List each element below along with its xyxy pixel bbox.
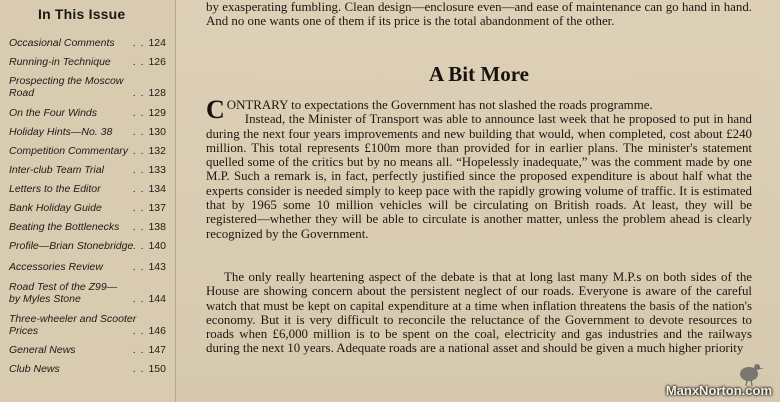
toc-label: Letters to the Editor — [9, 183, 101, 195]
toc-label: Inter-club Team Trial — [9, 164, 104, 176]
toc-page: . . 150 — [133, 363, 166, 375]
toc-page: . . 147 — [133, 344, 166, 356]
body-paragraph: Instead, the Minister of Transport was able to announce last week that he proposed to put in hand during the next four years improvements and new building that would, when completed, cost about £240 million. This total represents £100m more than provided for in earlier plans. The minister's statement quelled some of the critics but by no means all. “Hopelessly inadequate,” was the comment made by one M.P. Such a remark is, in fact, perfectly justified since the proposed expenditure is about half what the experts consider is needed simply to keep pace with the rapidly growing volume of traffic. It is estimated that by 1965 some 10 million vehicles will be circulating on British roads. At least, they will be registered—whether they will be able to circulate is another matter, unless the problem ahead is clearly recognized by the Government. — [206, 112, 752, 241]
toc-item — [9, 363, 172, 375]
toc-page: . . 130 — [133, 126, 166, 138]
toc-page: . . 138 — [133, 221, 166, 233]
toc-item — [9, 75, 172, 99]
toc-item — [9, 37, 172, 49]
toc-label: Beating the Bottlenecks — [9, 221, 120, 233]
article-body-second — [206, 270, 752, 356]
watermark-text: ManxNorton.com — [665, 383, 772, 398]
toc-page: . . 124 — [133, 37, 166, 49]
sidebar-title: In This Issue — [38, 6, 126, 22]
toc-label: On the Four Winds — [9, 107, 98, 119]
toc-item — [9, 202, 172, 214]
toc-item — [9, 281, 172, 305]
opening-paragraph — [206, 95, 752, 124]
article-headline: A Bit More — [429, 62, 529, 86]
toc-page: . . 129 — [133, 107, 166, 119]
toc-label: Prospecting the Moscow Road — [9, 75, 124, 99]
article-body-first — [206, 95, 752, 241]
toc-label: Competition Commentary — [9, 145, 129, 157]
lead-paragraph: by exasperating fumbling. Clean design—enclosure even—and ease of maintenance can go hand in hand. And no one wants one of them if its price is the total abandonment of the other. — [206, 0, 752, 29]
toc-page: . . 144 — [133, 293, 166, 305]
toc-item — [9, 313, 172, 337]
toc-label: Running-in Technique — [9, 56, 111, 68]
toc-item — [9, 126, 172, 138]
toc-item — [9, 261, 172, 273]
toc-label: Road Test of the Z99— by Myles Stone — [9, 281, 118, 305]
toc-label: General News — [9, 344, 76, 356]
toc-page: . . 128 — [133, 87, 166, 99]
toc-page: . . 134 — [133, 183, 166, 195]
toc-item — [9, 183, 172, 195]
toc-label: Club News — [9, 363, 60, 375]
toc-label: Profile—Brian Stonebridge — [9, 240, 134, 252]
toc-item — [9, 56, 172, 68]
toc-item — [9, 240, 172, 252]
toc-label: Three-wheeler and Scooter Prices — [9, 313, 137, 337]
contents-sidebar — [0, 0, 176, 402]
toc-item — [9, 344, 172, 356]
toc-item — [9, 221, 172, 233]
toc-label: Bank Holiday Guide — [9, 202, 102, 214]
toc-item — [9, 164, 172, 176]
toc-page: . . 133 — [133, 164, 166, 176]
toc-item — [9, 145, 172, 157]
toc-item — [9, 107, 172, 119]
toc-label: Holiday Hints—No. 38 — [9, 126, 113, 138]
toc-page: . . 143 — [133, 261, 166, 273]
body-paragraph: The only really heartening aspect of the debate is that at long last many M.P.s on both sides of the House are showing concern about the persistent neglect of our roads. Everyone is aware of the careful watch that must be kept on capital expenditure at a time when inflation threatens the basis of the nation's economy. But it is very difficult to reconcile the reluctance of the Government to devote resources to roads when £6,000 million is to be spent on the coal, electricity and gas industries and the railways during the next 10 years. Adequate roads are a national asset and should be given a much higher priority — [206, 270, 752, 356]
toc-page: . . 137 — [133, 202, 166, 214]
toc-page: . . 126 — [133, 56, 166, 68]
toc-label: Occasional Comments — [9, 37, 115, 49]
toc-page: . . 132 — [133, 145, 166, 157]
toc-label: Accessories Review — [9, 261, 103, 273]
drop-cap: C — [206, 95, 225, 124]
toc-page: . . 140 — [133, 240, 166, 252]
opening-text: ONTRARY to expectations the Government has not slashed the roads programme. — [226, 98, 653, 112]
toc-page: . . 146 — [133, 325, 166, 337]
